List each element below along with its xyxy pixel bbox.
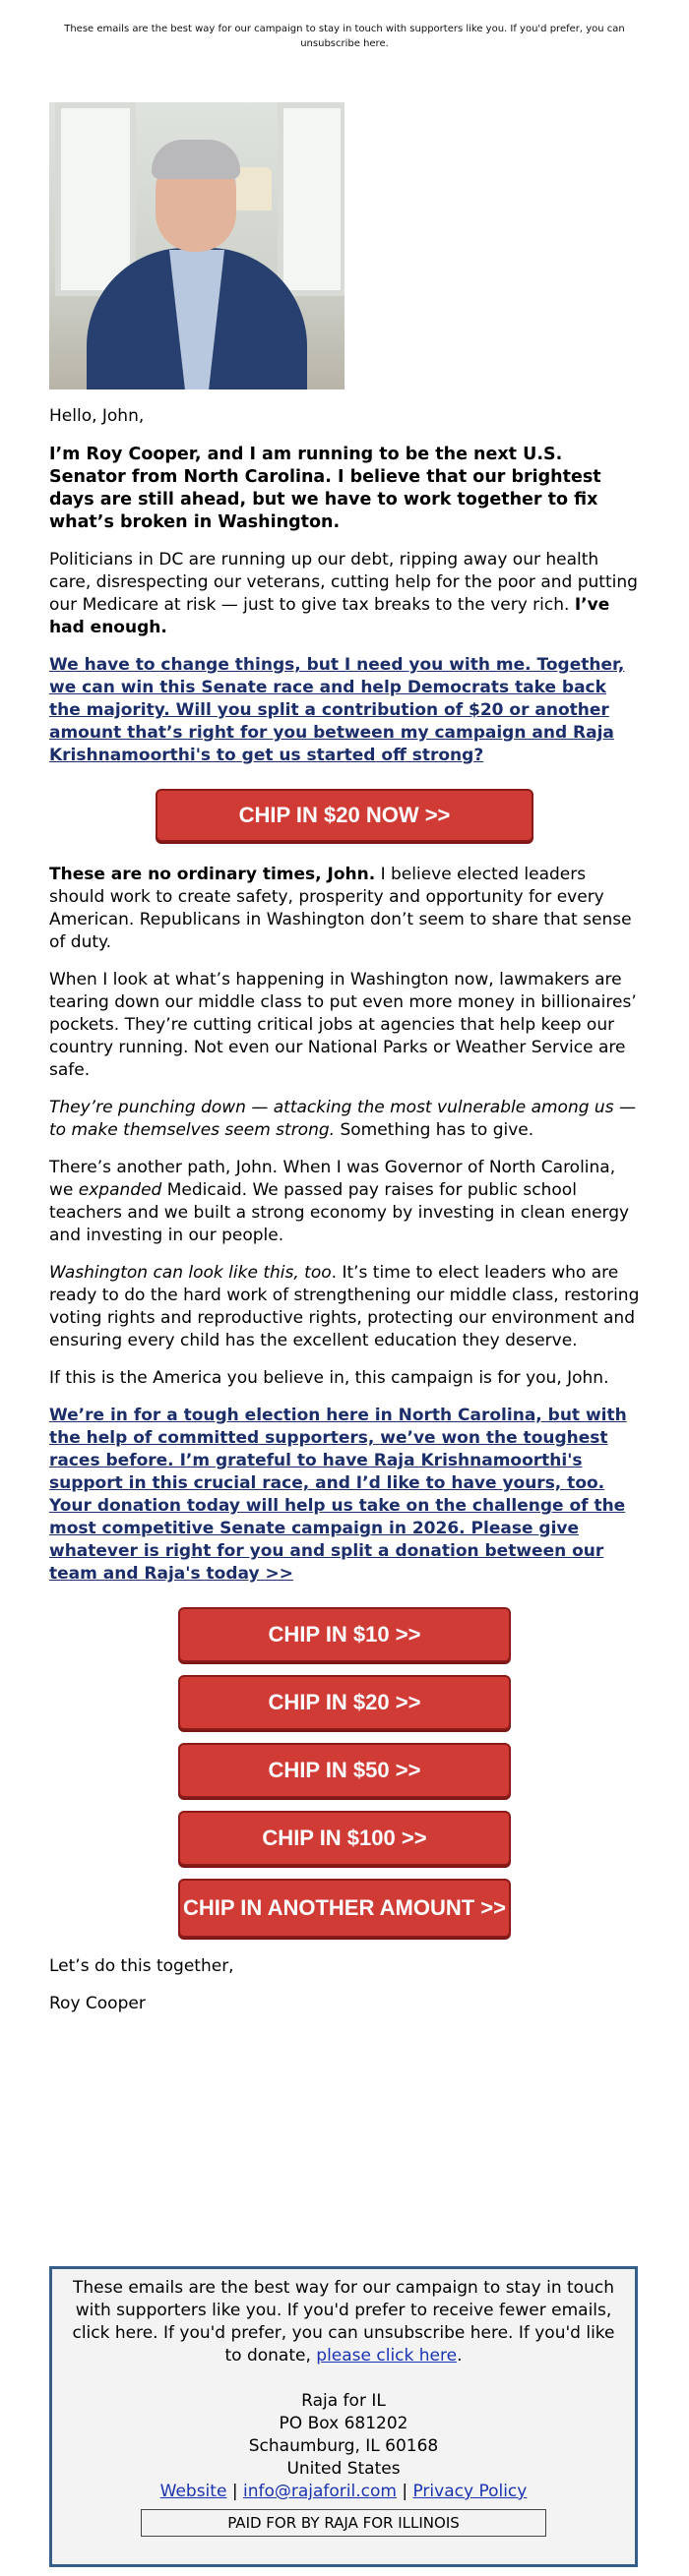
greeting: Hello, John,	[49, 406, 145, 426]
chip-in-20-button[interactable]: CHIP IN $20 >>	[178, 1675, 511, 1730]
candidate-photo	[49, 102, 344, 389]
footer-privacy-link[interactable]: Privacy Policy	[412, 2482, 528, 2501]
chip-in-10-button[interactable]: CHIP IN $10 >>	[178, 1607, 511, 1662]
footer-email-link[interactable]: info@rajaforil.com	[242, 2482, 397, 2501]
paragraph-punching-down: They’re punching down — attacking the most vulnerable among us — to make themselves seem strong. Something has to give.	[49, 1098, 636, 1140]
donate-link-1[interactable]: We have to change things, but I need you with me. Together, we can win this Senate race and help Democrats take back the majority. Will you split a contribution of $20 or another amount that’s right for you between my campaign and Raja Krishnamoorthi's to get us started off strong?	[49, 655, 625, 765]
footer-pobox: PO Box 681202	[279, 2414, 408, 2433]
paragraph-ordinary-times: These are no ordinary times, John. I believe elected leaders should work to create safety, prosperity and opportunity for every American. Republicans in Washington don’t seem to share that sense of duty.	[49, 865, 632, 952]
paid-for-disclaimer: PAID FOR BY RAJA FOR ILLINOIS	[141, 2509, 546, 2537]
email-body	[49, 102, 640, 2015]
closing: Let’s do this together,	[49, 1956, 234, 1976]
footer-donate-link[interactable]: please click here	[316, 2346, 458, 2366]
footer-city: Schaumburg, IL 60168	[248, 2436, 439, 2456]
footer-country: United States	[286, 2459, 401, 2479]
footer-website-link[interactable]: Website	[159, 2482, 227, 2501]
intro-paragraph: I’m Roy Cooper, and I am running to be the next U.S. Senator from North Carolina. I believe that our brightest days are still ahead, but we have to work together to fix what’s broken in Washington.	[49, 445, 601, 532]
donate-link-paragraph-1	[49, 654, 640, 767]
paragraph-another-path: There’s another path, John. When I was Governor of North Carolina, we expanded Medicaid. We passed pay raises for public school teachers and we built a strong economy by investing in clean energy and investing in our people.	[49, 1158, 630, 1245]
footer-address	[70, 2390, 617, 2503]
paragraph-washington: When I look at what’s happening in Washington now, lawmakers are tearing down our middle class to put even more money in billionaires’ pockets. They’re cutting critical jobs at agencies that help keep our country running. Not even our National Parks or Weather Service are safe.	[49, 970, 637, 1080]
footer	[49, 2266, 638, 2567]
preheader-text: These emails are the best way for our campaign to stay in touch with supporters like you. If you'd prefer, you can unsubscribe here.	[64, 24, 625, 49]
paragraph-politicians: Politicians in DC are running up our debt, ripping away our health care, disrespecting our veterans, cutting help for the poor and putting our Medicare at risk — just to give tax breaks to the very rich. I’ve had enough.	[49, 550, 638, 637]
donate-link-paragraph-2	[49, 1405, 640, 1586]
footer-links: Website | info@rajaforil.com | Privacy Policy	[159, 2482, 528, 2501]
signature: Roy Cooper	[49, 1994, 146, 2013]
chip-in-another-amount-button[interactable]: CHIP IN ANOTHER AMOUNT >>	[178, 1879, 511, 1938]
chip-in-50-button[interactable]: CHIP IN $50 >>	[178, 1743, 511, 1798]
chip-in-20-now-button[interactable]: CHIP IN $20 NOW >>	[156, 789, 533, 842]
footer-org: Raja for IL	[301, 2391, 386, 2411]
paragraph-washington-can: Washington can look like this, too. It’s time to elect leaders who are ready to do the hard work of strengthening our middle class, restoring voting rights and reproductive rights, protecting our environment and ensuring every child has the excellent education they deserve.	[49, 1263, 640, 1350]
chip-in-100-button[interactable]: CHIP IN $100 >>	[178, 1811, 511, 1866]
donate-link-2[interactable]: We’re in for a tough election here in North Carolina, but with the help of committed supporters, we’ve won the toughest races before. I’m grateful to have Raja Krishnamoorthi's support in this crucial race, and I’d like to have yours, too. Your donation today will help us take on the challenge of the most competitive Senate campaign in 2026. Please give whatever is right for you and split a donation between our team and Raja's today >>	[49, 1406, 627, 1584]
paragraph-america: If this is the America you believe in, this campaign is for you, John.	[49, 1368, 609, 1388]
footer-text: These emails are the best way for our campaign to stay in touch with supporters like you. If you'd prefer to receive fewer emails, click here. If you'd prefer, you can unsubscribe here. If you'd like to donate, please click here.	[72, 2278, 615, 2366]
